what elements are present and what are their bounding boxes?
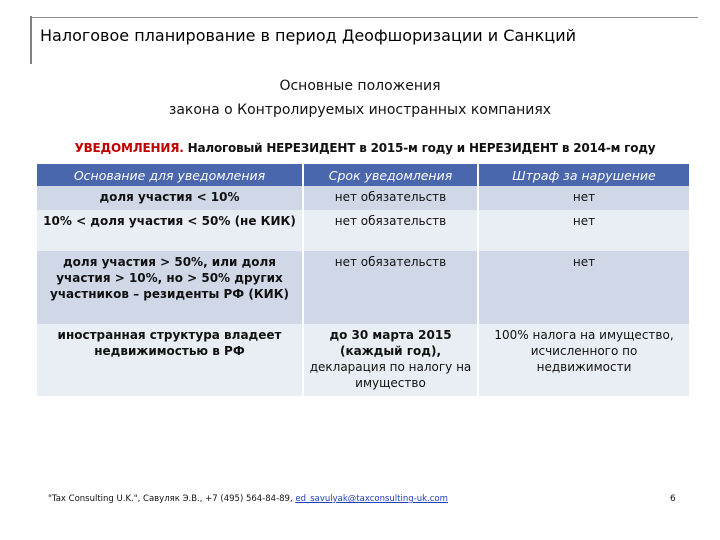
cell-basis: иностранная структура владеет недвижимостью в РФ <box>37 324 303 396</box>
footer-email-link[interactable]: ed_savulyak@taxconsulting-uk.com <box>295 494 448 504</box>
cell-basis: доля участия > 50%, или доля участия > 10%, но > 50% других участников – резиденты РФ (КИК) <box>37 251 303 324</box>
slide-title: Налоговое планирование в период Деофшоризации и Санкций <box>40 26 576 45</box>
cell-basis: доля участия < 10% <box>37 186 303 210</box>
header-top-rule <box>30 17 698 18</box>
table-row <box>37 251 689 324</box>
footer-contact: "Tax Consulting U.K.", Савуляк Э.В., +7 (495) 564-84-89, <box>48 494 296 504</box>
cell-deadline-bold: до 30 марта 2015 (каждый год), <box>329 328 452 358</box>
table-header-row <box>37 164 689 186</box>
page-number: 6 <box>670 494 676 504</box>
table-row <box>37 324 689 396</box>
cell-penalty: 100% налога на имущество, исчисленного по недвижимости <box>478 324 689 396</box>
cell-penalty: нет <box>478 210 689 251</box>
table-row <box>37 210 689 251</box>
cell-penalty: нет <box>478 251 689 324</box>
cell-deadline <box>303 251 478 324</box>
cell-deadline <box>303 210 478 251</box>
cell-deadline-text: декларация по налогу на имущество <box>309 360 472 390</box>
table-row <box>37 186 689 210</box>
notice-label: УВЕДОМЛЕНИЯ. <box>74 141 184 155</box>
header-left-rule <box>30 16 32 64</box>
subtitle-line-1: Основные положения <box>279 78 441 94</box>
footer <box>48 494 448 504</box>
notice-text: Налоговый НЕРЕЗИДЕНТ в 2015-м году и НЕРЕЗИДЕНТ в 2014-м году <box>183 141 656 155</box>
notification-table <box>37 164 689 396</box>
subtitle-line-2: закона о Контролируемых иностранных компаниях <box>168 102 552 118</box>
cell-penalty: нет <box>478 186 689 210</box>
cell-deadline-text: нет обязательств <box>334 214 447 228</box>
header-deadline: Срок уведомления <box>303 164 478 186</box>
cell-deadline <box>303 324 478 396</box>
cell-deadline-text: нет обязательств <box>334 255 447 269</box>
header-basis: Основание для уведомления <box>37 164 303 186</box>
header-penalty: Штраф за нарушение <box>478 164 689 186</box>
cell-deadline <box>303 186 478 210</box>
cell-basis: 10% < доля участия < 50% (не КИК) <box>37 210 303 251</box>
notice-line <box>40 141 690 155</box>
cell-deadline-text: нет обязательств <box>334 190 447 204</box>
